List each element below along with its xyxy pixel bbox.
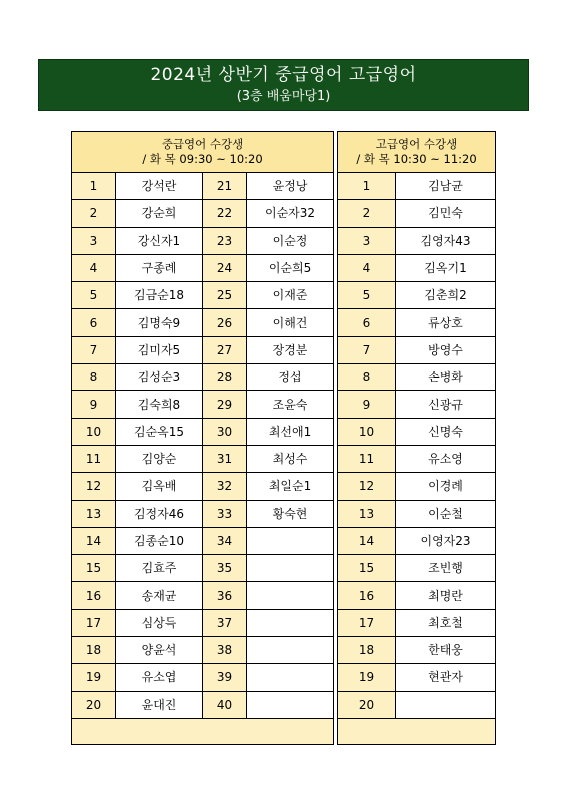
table-row (338, 555, 496, 582)
table-footer (338, 718, 496, 744)
student-name (247, 582, 334, 609)
table-row (72, 391, 334, 418)
student-number: 29 (203, 391, 247, 418)
student-number: 9 (72, 391, 116, 418)
table-row (338, 173, 496, 200)
student-number: 13 (72, 500, 116, 527)
student-number: 40 (203, 691, 247, 718)
table-row (72, 364, 334, 391)
student-name: 김효주 (116, 555, 203, 582)
student-number: 34 (203, 527, 247, 554)
student-name: 강신자1 (116, 227, 203, 254)
student-name: 한태웅 (396, 637, 496, 664)
student-name: 김숙희8 (116, 391, 203, 418)
table-row (338, 200, 496, 227)
table-row (338, 336, 496, 363)
student-name: 이순정 (247, 227, 334, 254)
student-number: 14 (338, 527, 396, 554)
table-footer-row (72, 718, 334, 744)
student-number: 3 (338, 227, 396, 254)
table-row (338, 445, 496, 472)
student-name: 신명숙 (396, 418, 496, 445)
student-name: 김금순18 (116, 282, 203, 309)
student-name: 김남균 (396, 173, 496, 200)
table-row (338, 227, 496, 254)
student-name: 유소엽 (116, 664, 203, 691)
student-number: 14 (72, 527, 116, 554)
table-row (72, 309, 334, 336)
student-name: 이해건 (247, 309, 334, 336)
student-number: 26 (203, 309, 247, 336)
student-name: 황숙현 (247, 500, 334, 527)
table-footer (72, 718, 334, 744)
student-name: 정섭 (247, 364, 334, 391)
student-name: 최성수 (247, 445, 334, 472)
student-number: 38 (203, 637, 247, 664)
student-number: 19 (72, 664, 116, 691)
student-name: 이경례 (396, 473, 496, 500)
student-number: 16 (72, 582, 116, 609)
student-number: 24 (203, 254, 247, 281)
table-row (338, 364, 496, 391)
student-number: 22 (203, 200, 247, 227)
student-name: 김춘희2 (396, 282, 496, 309)
table-row (338, 664, 496, 691)
student-name: 손병화 (396, 364, 496, 391)
student-number: 2 (72, 200, 116, 227)
table-row (338, 391, 496, 418)
table-row (338, 473, 496, 500)
student-name: 조윤숙 (247, 391, 334, 418)
student-number: 21 (203, 173, 247, 200)
table-row (72, 282, 334, 309)
student-number: 13 (338, 500, 396, 527)
student-number: 4 (72, 254, 116, 281)
student-number: 18 (72, 637, 116, 664)
student-number: 11 (72, 445, 116, 472)
student-number: 20 (72, 691, 116, 718)
middle-class-schedule: / 화 목 09:30 ~ 10:20 (142, 152, 263, 166)
student-name: 최일순1 (247, 473, 334, 500)
table-row (338, 582, 496, 609)
student-number: 15 (338, 555, 396, 582)
student-number: 18 (338, 637, 396, 664)
student-name: 김순옥15 (116, 418, 203, 445)
student-name (247, 664, 334, 691)
table-row (338, 527, 496, 554)
student-number: 3 (72, 227, 116, 254)
student-number: 5 (338, 282, 396, 309)
student-number: 7 (338, 336, 396, 363)
table-row (72, 173, 334, 200)
middle-class-table (71, 131, 334, 745)
table-row (72, 254, 334, 281)
student-number: 12 (72, 473, 116, 500)
student-name: 강순희 (116, 200, 203, 227)
student-name: 김정자46 (116, 500, 203, 527)
student-number: 27 (203, 336, 247, 363)
student-number: 10 (338, 418, 396, 445)
table-footer-row (338, 718, 496, 744)
student-name: 신광규 (396, 391, 496, 418)
student-number: 33 (203, 500, 247, 527)
student-name: 강석란 (116, 173, 203, 200)
student-number: 36 (203, 582, 247, 609)
table-row (72, 527, 334, 554)
advanced-class-schedule: / 화 목 10:30 ~ 11:20 (356, 152, 477, 166)
table-row (72, 555, 334, 582)
student-name: 최호철 (396, 609, 496, 636)
table-row (72, 227, 334, 254)
student-name: 김명숙9 (116, 309, 203, 336)
student-number: 1 (72, 173, 116, 200)
middle-class-header (72, 132, 334, 173)
student-name: 김양순 (116, 445, 203, 472)
student-name: 조빈행 (396, 555, 496, 582)
student-number: 5 (72, 282, 116, 309)
student-number: 7 (72, 336, 116, 363)
student-number: 15 (72, 555, 116, 582)
page-subtitle: (3층 배움마당1) (236, 89, 331, 104)
student-name: 윤대진 (116, 691, 203, 718)
student-name: 김종순10 (116, 527, 203, 554)
advanced-class-header (338, 132, 496, 173)
student-number: 6 (72, 309, 116, 336)
table-row (72, 609, 334, 636)
student-number: 12 (338, 473, 396, 500)
student-number: 25 (203, 282, 247, 309)
table-row (72, 637, 334, 664)
student-name: 이재준 (247, 282, 334, 309)
table-row (338, 418, 496, 445)
table-row (72, 200, 334, 227)
student-name: 김영자43 (396, 227, 496, 254)
student-name: 최선애1 (247, 418, 334, 445)
student-number: 4 (338, 254, 396, 281)
student-number: 20 (338, 691, 396, 718)
middle-class-title: 중급영어 수강생 (161, 137, 244, 151)
table-row (72, 691, 334, 718)
student-name: 현관자 (396, 664, 496, 691)
student-name: 류상호 (396, 309, 496, 336)
student-name: 송재균 (116, 582, 203, 609)
table-header-row (72, 132, 334, 173)
student-name: 윤정낭 (247, 173, 334, 200)
student-name (396, 691, 496, 718)
student-number: 11 (338, 445, 396, 472)
table-row (72, 336, 334, 363)
student-number: 1 (338, 173, 396, 200)
table-row (72, 445, 334, 472)
advanced-class-table (337, 131, 496, 745)
student-number: 8 (338, 364, 396, 391)
table-row (338, 309, 496, 336)
student-name: 이순자32 (247, 200, 334, 227)
title-banner (38, 59, 529, 111)
student-name: 장경분 (247, 336, 334, 363)
student-number: 16 (338, 582, 396, 609)
table-row (338, 691, 496, 718)
student-name (247, 555, 334, 582)
student-name: 김옥기1 (396, 254, 496, 281)
student-number: 28 (203, 364, 247, 391)
table-row (72, 582, 334, 609)
table-row (338, 637, 496, 664)
student-name: 방영수 (396, 336, 496, 363)
student-name: 김미자5 (116, 336, 203, 363)
student-number: 39 (203, 664, 247, 691)
student-number: 8 (72, 364, 116, 391)
student-name: 최명란 (396, 582, 496, 609)
student-number: 17 (72, 609, 116, 636)
table-row (72, 664, 334, 691)
student-name: 김성순3 (116, 364, 203, 391)
advanced-class-title: 고급영어 수강생 (375, 137, 458, 151)
student-number: 19 (338, 664, 396, 691)
student-number: 10 (72, 418, 116, 445)
student-name: 유소영 (396, 445, 496, 472)
student-number: 30 (203, 418, 247, 445)
student-number: 17 (338, 609, 396, 636)
student-name (247, 527, 334, 554)
table-row (72, 473, 334, 500)
student-number: 2 (338, 200, 396, 227)
student-name: 김옥배 (116, 473, 203, 500)
table-header-row (338, 132, 496, 173)
page-title: 2024년 상반기 중급영어 고급영어 (150, 65, 417, 85)
table-row (72, 418, 334, 445)
student-name: 양윤석 (116, 637, 203, 664)
student-name: 이순희5 (247, 254, 334, 281)
table-row (338, 500, 496, 527)
student-number: 9 (338, 391, 396, 418)
student-name: 이영자23 (396, 527, 496, 554)
table-row (72, 500, 334, 527)
student-number: 35 (203, 555, 247, 582)
student-name: 심상득 (116, 609, 203, 636)
student-name: 이순철 (396, 500, 496, 527)
table-row (338, 609, 496, 636)
student-name (247, 691, 334, 718)
student-number: 31 (203, 445, 247, 472)
student-name (247, 609, 334, 636)
table-row (338, 282, 496, 309)
student-number: 23 (203, 227, 247, 254)
student-name: 김민숙 (396, 200, 496, 227)
student-name (247, 637, 334, 664)
student-name: 구종례 (116, 254, 203, 281)
student-number: 37 (203, 609, 247, 636)
student-number: 6 (338, 309, 396, 336)
student-number: 32 (203, 473, 247, 500)
table-row (338, 254, 496, 281)
